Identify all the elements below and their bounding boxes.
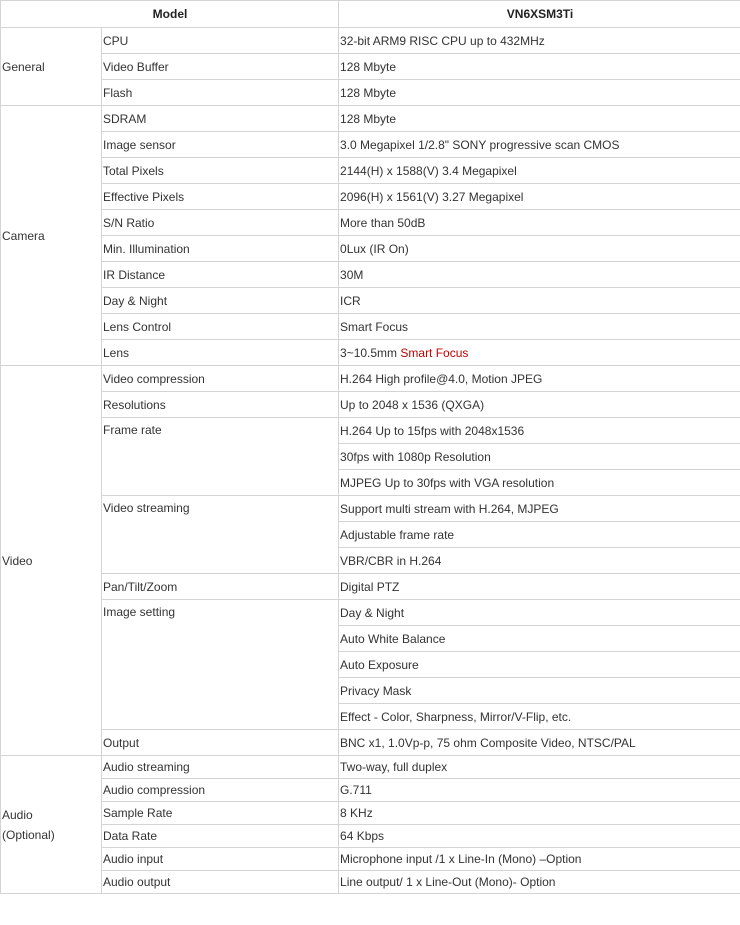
spec-value: Auto Exposure: [339, 652, 740, 678]
spec-label: Lens: [102, 340, 339, 366]
table-row: [1, 392, 740, 418]
category-audio-line2: (Optional): [2, 827, 55, 842]
spec-label: Audio streaming: [102, 756, 339, 779]
spec-value: Adjustable frame rate: [339, 522, 740, 548]
spec-value: 128 Mbyte: [339, 54, 740, 80]
spec-value: 3.0 Megapixel 1/2.8" SONY progressive scan CMOS: [339, 132, 740, 158]
table-row: [1, 106, 740, 132]
table-row: [1, 80, 740, 106]
spec-value: 0Lux (IR On): [339, 236, 740, 262]
table-row: [1, 340, 740, 366]
table-row: [1, 28, 740, 54]
spec-label: Audio compression: [102, 779, 339, 802]
spec-label: Video compression: [102, 366, 339, 392]
table-row: [1, 802, 740, 825]
spec-value: Effect - Color, Sharpness, Mirror/V-Flip, etc.: [339, 704, 740, 730]
spec-label: Output: [102, 730, 339, 756]
table-row: [1, 418, 740, 444]
spec-value: Privacy Mask: [339, 678, 740, 704]
category-audio-line1: Audio: [2, 807, 33, 822]
category-video: Video: [1, 366, 102, 756]
spec-value: 8 KHz: [339, 802, 740, 825]
spec-value: 30M: [339, 262, 740, 288]
spec-label: Audio output: [102, 871, 339, 894]
spec-label: Day & Night: [102, 288, 339, 314]
table-row: [1, 236, 740, 262]
model-label: Model: [1, 1, 339, 28]
table-row: [1, 184, 740, 210]
spec-value: Digital PTZ: [339, 574, 740, 600]
spec-label: Sample Rate: [102, 802, 339, 825]
table-row: [1, 366, 740, 392]
spec-value: Microphone input /1 x Line-In (Mono) –Option: [339, 848, 740, 871]
table-row: [1, 288, 740, 314]
spec-label: Effective Pixels: [102, 184, 339, 210]
spec-label: Audio input: [102, 848, 339, 871]
spec-label: Total Pixels: [102, 158, 339, 184]
table-row: [1, 871, 740, 894]
spec-value: Smart Focus: [339, 314, 740, 340]
table-row: [1, 730, 740, 756]
spec-value: VBR/CBR in H.264: [339, 548, 740, 574]
table-row: [1, 779, 740, 802]
spec-label: Pan/Tilt/Zoom: [102, 574, 339, 600]
lens-range: 3~10.5mm: [340, 345, 398, 360]
spec-value: H.264 Up to 15fps with 2048x1536: [339, 418, 740, 444]
header-row: [1, 1, 740, 28]
table-row: [1, 825, 740, 848]
spec-label: S/N Ratio: [102, 210, 339, 236]
spec-value: [339, 340, 740, 366]
spec-value: ICR: [339, 288, 740, 314]
spec-value: Day & Night: [339, 600, 740, 626]
spec-value: MJPEG Up to 30fps with VGA resolution: [339, 470, 740, 496]
category-audio: [1, 756, 102, 894]
spec-value: 128 Mbyte: [339, 80, 740, 106]
spec-value: G.711: [339, 779, 740, 802]
spec-label: Image setting: [102, 600, 339, 730]
spec-value: More than 50dB: [339, 210, 740, 236]
spec-label: Image sensor: [102, 132, 339, 158]
spec-label: CPU: [102, 28, 339, 54]
table-row: [1, 262, 740, 288]
table-row: [1, 54, 740, 80]
spec-value: Line output/ 1 x Line-Out (Mono)- Option: [339, 871, 740, 894]
spec-value: 30fps with 1080p Resolution: [339, 444, 740, 470]
table-row: [1, 574, 740, 600]
table-row: [1, 158, 740, 184]
spec-value: BNC x1, 1.0Vp-p, 75 ohm Composite Video, NTSC/PAL: [339, 730, 740, 756]
spec-value: Up to 2048 x 1536 (QXGA): [339, 392, 740, 418]
spec-value: 128 Mbyte: [339, 106, 740, 132]
table-row: [1, 496, 740, 522]
table-row: [1, 132, 740, 158]
spec-label: SDRAM: [102, 106, 339, 132]
spec-value: 2096(H) x 1561(V) 3.27 Megapixel: [339, 184, 740, 210]
spec-label: Resolutions: [102, 392, 339, 418]
spec-value: H.264 High profile@4.0, Motion JPEG: [339, 366, 740, 392]
category-camera: Camera: [1, 106, 102, 366]
table-row: [1, 600, 740, 626]
model-name: VN6XSM3Ti: [339, 1, 740, 28]
spec-label: Min. Illumination: [102, 236, 339, 262]
spec-value: Support multi stream with H.264, MJPEG: [339, 496, 740, 522]
category-general: General: [1, 28, 102, 106]
spec-value: 2144(H) x 1588(V) 3.4 Megapixel: [339, 158, 740, 184]
spec-label: Flash: [102, 80, 339, 106]
table-row: [1, 210, 740, 236]
spec-label: IR Distance: [102, 262, 339, 288]
lens-highlight: Smart Focus: [400, 345, 469, 360]
spec-value: 64 Kbps: [339, 825, 740, 848]
spec-value: Two-way, full duplex: [339, 756, 740, 779]
table-row: [1, 848, 740, 871]
spec-label: Video Buffer: [102, 54, 339, 80]
spec-label: Lens Control: [102, 314, 339, 340]
table-row: [1, 756, 740, 779]
table-row: [1, 314, 740, 340]
spec-label: Data Rate: [102, 825, 339, 848]
spec-value: 32-bit ARM9 RISC CPU up to 432MHz: [339, 28, 740, 54]
spec-label: Frame rate: [102, 418, 339, 496]
spec-value: Auto White Balance: [339, 626, 740, 652]
spec-label: Video streaming: [102, 496, 339, 574]
